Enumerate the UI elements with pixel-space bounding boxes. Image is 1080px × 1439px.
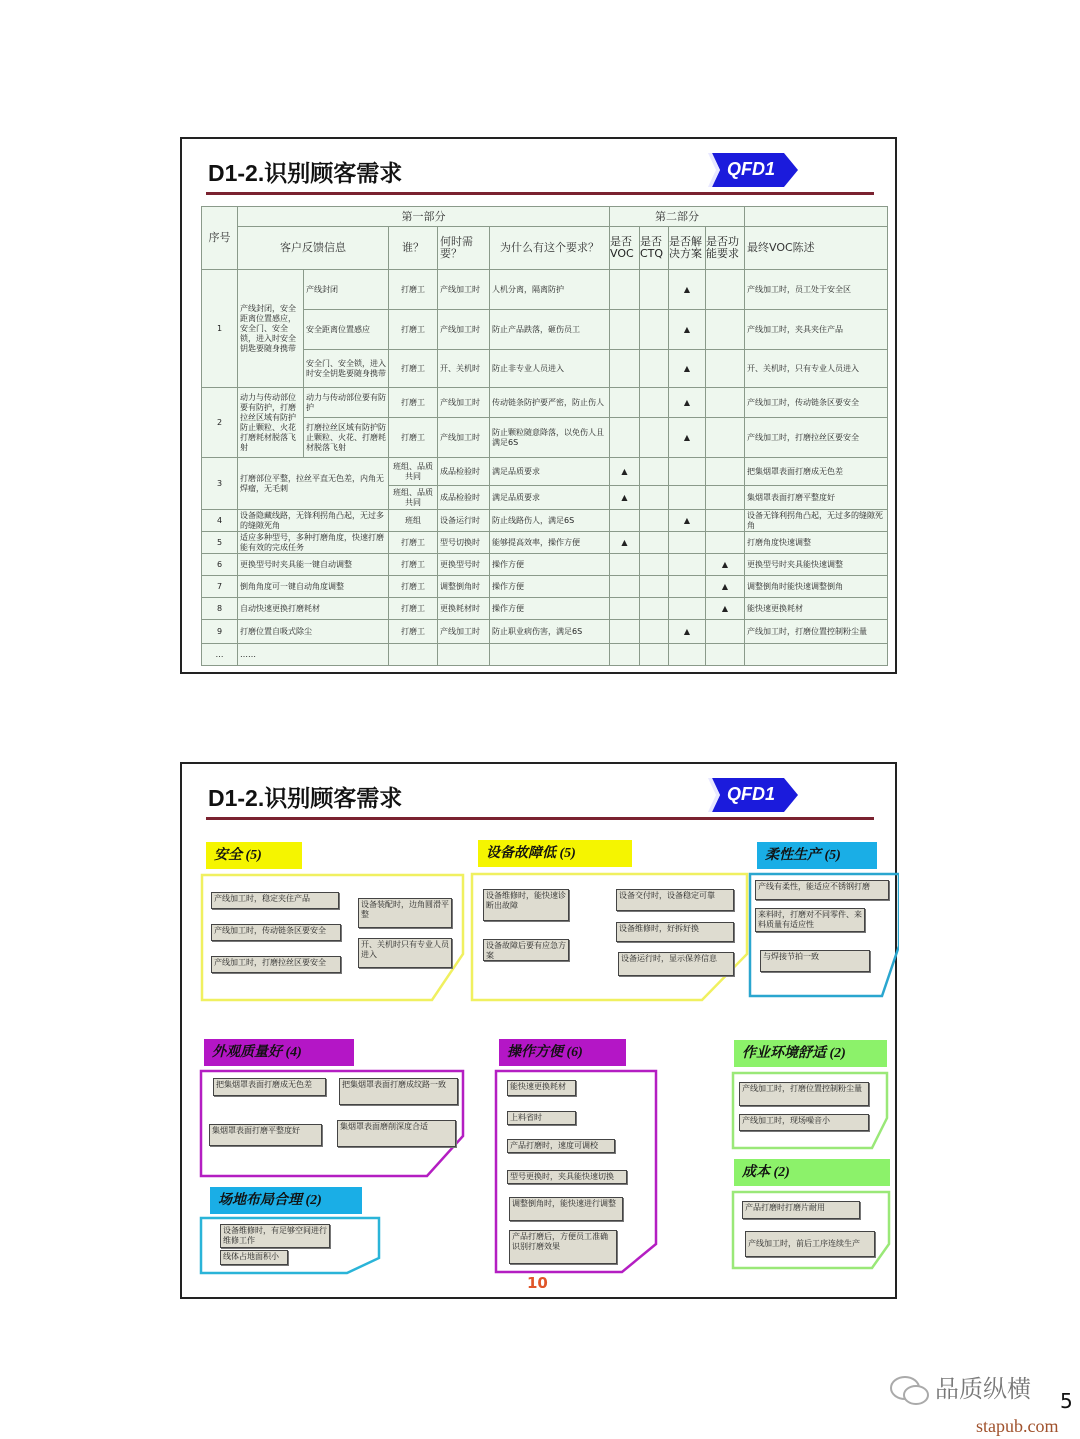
table-row: 8 自动快速更换打磨耗材 打磨工 更换耗材时 操作方便 ▲ 能快速更换耗材 [202, 598, 888, 620]
note: 产线加工时，打磨位置控制粉尘量 [739, 1082, 869, 1106]
header-solution: 是否解决方案 [669, 227, 706, 270]
group-label-cost: 成本 (2) [734, 1159, 890, 1186]
note: 产品打磨时，速度可调校 [507, 1139, 615, 1153]
note: 产品打磨时打磨片耐用 [742, 1201, 860, 1219]
note: 型号更换时，夹具能快速切换 [507, 1170, 627, 1184]
note: 集烟罩表面磨削深度合适 [337, 1120, 456, 1147]
header-when: 何时需要？ [438, 227, 490, 270]
qfd-badge: QFD1 [704, 778, 798, 812]
triangle-mark-icon: ▲ [669, 418, 706, 458]
note: 产线加工时，传动链条区要安全 [211, 924, 341, 941]
header-function: 是否功能要求 [706, 227, 745, 270]
note: 调整倒角时，能快速进行调整 [509, 1197, 623, 1221]
qfd-badge: QFD1 [704, 153, 798, 187]
triangle-mark-icon: ▲ [669, 270, 706, 310]
table-row: 1 产线封闭，安全距离位置感应，安全门、安全锁，进入时安全钥匙要随身携带 产线封闭 打磨工 产线加工时 人机分离，隔离防护 ▲ 产线加工时，员工处于安全区 [202, 270, 888, 310]
note: 设备维修时，好拆好换 [616, 922, 734, 942]
note: 把集烟罩表面打磨成纹路一致 [339, 1078, 458, 1105]
note: 开、关机时只有专业人员进入 [358, 938, 452, 968]
note: 集烟罩表面打磨平整度好 [209, 1124, 322, 1146]
triangle-mark-icon: ▲ [669, 620, 706, 644]
title-divider [206, 192, 874, 195]
triangle-mark-icon: ▲ [669, 310, 706, 350]
triangle-mark-icon: ▲ [669, 388, 706, 418]
note: 产线加工时，前后工序连续生产 [745, 1231, 875, 1257]
note: 设备故障后要有应急方案 [483, 939, 569, 961]
triangle-mark-icon: ▲ [610, 486, 640, 510]
slide-voc-affinity [180, 762, 897, 1299]
note: 产线加工时，现场噪音小 [739, 1114, 869, 1131]
header-ctq: 是否CTQ [640, 227, 669, 270]
slide-page-number: 10 [527, 1274, 548, 1292]
table-row: 5 适应多种型号，多种打磨角度，快速打磨能有效的完成任务 打磨工 型号切换时 能够提高效率，操作方便 ▲ 打磨角度快速调整 [202, 532, 888, 554]
note: 与焊接节拍一致 [760, 950, 870, 972]
group-label-safety: 安全 (5) [206, 842, 302, 869]
slide-qfd-table [180, 137, 897, 674]
table-row: 9 打磨位置自吸式除尘 打磨工 产线加工时 防止职业病伤害，满足6S ▲ 产线加工时，打磨位置控制粉尘量 [202, 620, 888, 644]
header-why: 为什么有这个要求？ [490, 227, 610, 270]
note: 来料时，打磨对不同零件、来料质量有适应性 [755, 908, 865, 932]
table-row: 安全距离位置感应 打磨工 产线加工时 防止产品跌落，砸伤员工 ▲ 产线加工时，夹具夹住产品 [202, 310, 888, 350]
triangle-mark-icon: ▲ [610, 532, 640, 554]
triangle-mark-icon: ▲ [706, 598, 745, 620]
note: 产品打磨后，方便员工准确识别打磨效果 [509, 1230, 617, 1264]
triangle-mark-icon: ▲ [706, 576, 745, 598]
watermark-brand: 品质纵横 [935, 1375, 1031, 1403]
header-who: 谁？ [389, 227, 438, 270]
header-seq: 序号 [202, 207, 238, 270]
group-label-operation: 操作方便 (6) [499, 1039, 626, 1066]
header-part1: 第一部分 [238, 207, 610, 227]
group-label-flexible: 柔性生产 (5) [757, 842, 877, 869]
voc-table [201, 206, 888, 666]
note: 设备交付时，设备稳定可靠 [616, 889, 734, 911]
triangle-mark-icon: ▲ [610, 458, 640, 486]
header-feedback: 客户反馈信息 [238, 227, 389, 270]
wechat-icon [888, 1374, 932, 1408]
watermark-site: stapub.com [976, 1416, 1059, 1436]
header-voc: 是否VOC [610, 227, 640, 270]
table-row: 打磨拉丝区域有防护防止颗粒、火花、打磨耗材脱落飞射 打磨工 产线加工时 防止颗粒随意降落，以免伤人且满足6S ▲ 产线加工时，打磨拉丝区要安全 [202, 418, 888, 458]
table-row: 4 设备隐藏线路，无锋利拐角凸起，无过多的缝隙死角 班组 设备运行时 防止线路伤人，满足6S ▲ 设备无锋利拐角凸起，无过多的缝隙死角 [202, 510, 888, 532]
table-row: 6 更换型号时夹具能一键自动调整 打磨工 更换型号时 操作方便 ▲ 更换型号时夹具能快速调整 [202, 554, 888, 576]
header-final: 最终VOC陈述 [745, 227, 888, 270]
note: 能快速更换耗材 [507, 1080, 576, 1096]
header-part2: 第二部分 [610, 207, 745, 227]
note: 设备装配时，边角圆滑平整 [358, 898, 452, 928]
page-number: 5 [1060, 1389, 1073, 1413]
note: 把集烟罩表面打磨成无色差 [213, 1078, 326, 1096]
table-row: 2 动力与传动部位要有防护，打磨拉丝区域有防护防止颗粒、火花打磨耗材脱落飞射 动力与传动部位要有防护 打磨工 产线加工时 传动链条防护要严密，防止伤人 ▲ 产线加工时，传动链条区要安全 [202, 388, 888, 418]
note: 设备维修时，能快速诊断出故障 [483, 889, 569, 921]
note: 线体占地面积小 [220, 1250, 288, 1265]
slide-title: D1-2.识别顾客需求 [208, 160, 403, 186]
note: 设备运行时，显示保养信息 [618, 952, 734, 976]
note: 产线有柔性，能适应不锈钢打磨 [755, 880, 889, 900]
note: 产线加工时，稳定夹住产品 [211, 892, 339, 909]
note: 产线加工时，打磨拉丝区要安全 [211, 956, 341, 973]
group-label-appearance: 外观质量好 (4) [204, 1039, 354, 1066]
triangle-mark-icon: ▲ [706, 554, 745, 576]
group-label-environment: 作业环境舒适 (2) [734, 1040, 887, 1067]
table-row: 班组、品质共同 成品检验时 满足品质要求 ▲ 集烟罩表面打磨平整度好 [202, 486, 888, 510]
slide-title: D1-2.识别顾客需求 [208, 785, 403, 811]
note: 上料省时 [507, 1111, 576, 1125]
note: 设备维修时，有足够空间进行维修工作 [220, 1224, 330, 1248]
table-row: 3 打磨部位平整，拉丝平直无色差，内角无焊瘤，无毛刺 班组、品质共同 成品检验时 满足品质要求 ▲ 把集烟罩表面打磨成无色差 [202, 458, 888, 486]
triangle-mark-icon: ▲ [669, 350, 706, 388]
table-row: 7 倒角角度可一键自动角度调整 打磨工 调整倒角时 操作方便 ▲ 调整倒角时能快速调整倒角 [202, 576, 888, 598]
group-label-low-failure: 设备故障低 (5) [478, 840, 632, 867]
triangle-mark-icon: ▲ [669, 510, 706, 532]
table-row: … …… [202, 644, 888, 666]
table-row: 安全门、安全锁，进入时安全钥匙要随身携带 打磨工 开、关机时 防止非专业人员进入 ▲ 开、关机时，只有专业人员进入 [202, 350, 888, 388]
group-label-layout: 场地布局合理 (2) [210, 1187, 362, 1214]
